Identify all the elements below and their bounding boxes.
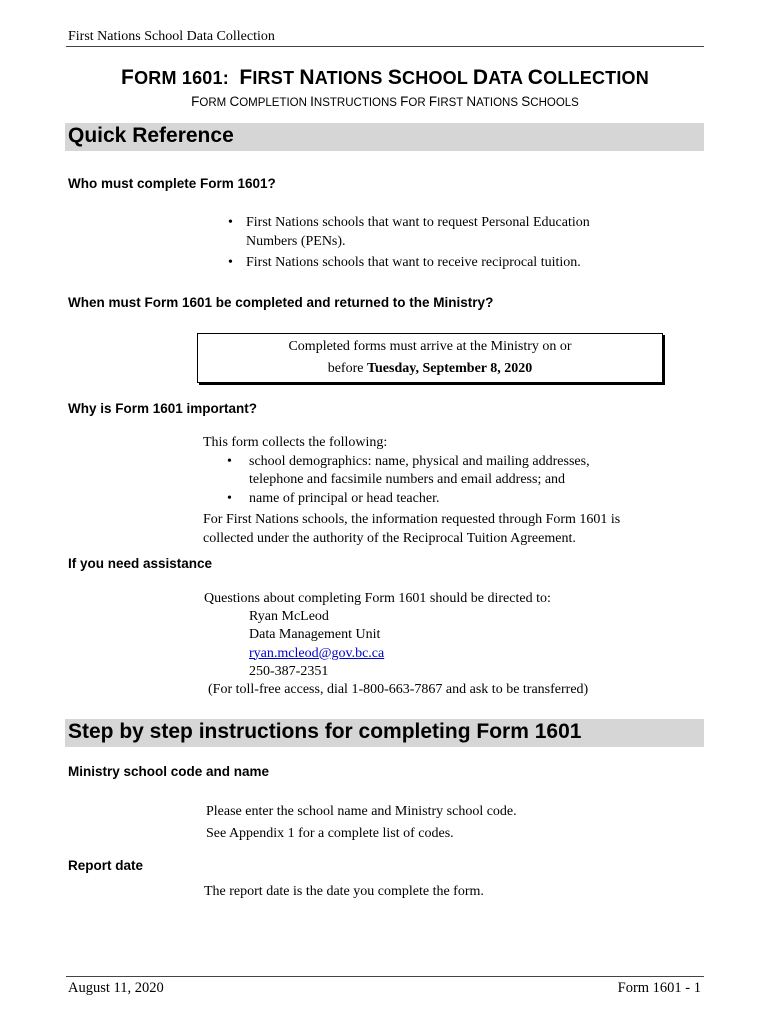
why-bullet-list bbox=[203, 453, 663, 509]
form-title: FORM 1601: FIRST NATIONS SCHOOL DATA COLLECTION bbox=[121, 66, 649, 89]
assistance-intro: Questions about completing Form 1601 should be directed to: bbox=[204, 591, 551, 606]
why-closing: For First Nations schools, the information requested through Form 1601 is collected under the authority of the Reciprocal Tuition Agreement. bbox=[203, 512, 621, 546]
list-item: • First Nations schools that want to request Personal Education Numbers (PENs). bbox=[228, 213, 628, 251]
school-code-body bbox=[206, 801, 517, 845]
header-rule bbox=[66, 46, 704, 47]
running-header: First Nations School Data Collection bbox=[68, 29, 275, 44]
deadline-box bbox=[197, 333, 663, 383]
quick-reference-heading: Quick Reference bbox=[65, 123, 704, 151]
form-subtitle: FORM COMPLETION INSTRUCTIONS FOR FIRST NATIONS SCHOOLS bbox=[191, 94, 579, 109]
list-item: • First Nations schools that want to receive reciprocal tuition. bbox=[228, 253, 628, 272]
contact-phone: 250-387-2351 bbox=[249, 663, 329, 679]
school-code-line-1: Please enter the school name and Ministry school code. bbox=[206, 804, 517, 819]
school-code-line-2: See Appendix 1 for a complete list of codes. bbox=[206, 826, 454, 841]
assistance-contact bbox=[204, 590, 674, 699]
when-question: When must Form 1601 be completed and returned to the Ministry? bbox=[68, 295, 494, 310]
contact-email-link[interactable]: ryan.mcleod@gov.bc.ca bbox=[249, 645, 385, 661]
contact-name: Ryan McLeod bbox=[249, 609, 329, 625]
footer-date: August 11, 2020 bbox=[68, 980, 164, 996]
contact-tollfree: (For toll-free access, dial 1-800-663-7867 and ask to be transferred) bbox=[208, 682, 589, 698]
footer-page-number: Form 1601 - 1 bbox=[617, 980, 701, 996]
deadline-date: Tuesday, September 8, 2020 bbox=[366, 361, 533, 376]
footer-rule bbox=[66, 976, 704, 977]
list-item: • name of principal or head teacher. bbox=[203, 490, 663, 509]
step-by-step-heading: Step by step instructions for completing Form 1601 bbox=[65, 719, 704, 747]
who-question: Who must complete Form 1601? bbox=[68, 176, 276, 191]
deadline-line-2: before Tuesday, September 8, 2020 bbox=[327, 361, 533, 376]
why-intro: This form collects the following: bbox=[203, 435, 388, 450]
list-item: • school demographics: name, physical and mailing addresses, telephone and facsimile numbers and email address; and bbox=[203, 453, 663, 490]
who-bullet-list bbox=[228, 213, 628, 272]
why-body bbox=[203, 434, 663, 548]
school-code-heading: Ministry school code and name bbox=[68, 764, 270, 779]
deadline-line-1: Completed forms must arrive at the Ministry on or bbox=[288, 339, 572, 354]
report-date-body: The report date is the date you complete the form. bbox=[204, 884, 484, 899]
why-question: Why is Form 1601 important? bbox=[68, 401, 258, 416]
contact-unit: Data Management Unit bbox=[249, 627, 381, 643]
assistance-question: If you need assistance bbox=[68, 556, 213, 571]
report-date-heading: Report date bbox=[68, 858, 144, 873]
